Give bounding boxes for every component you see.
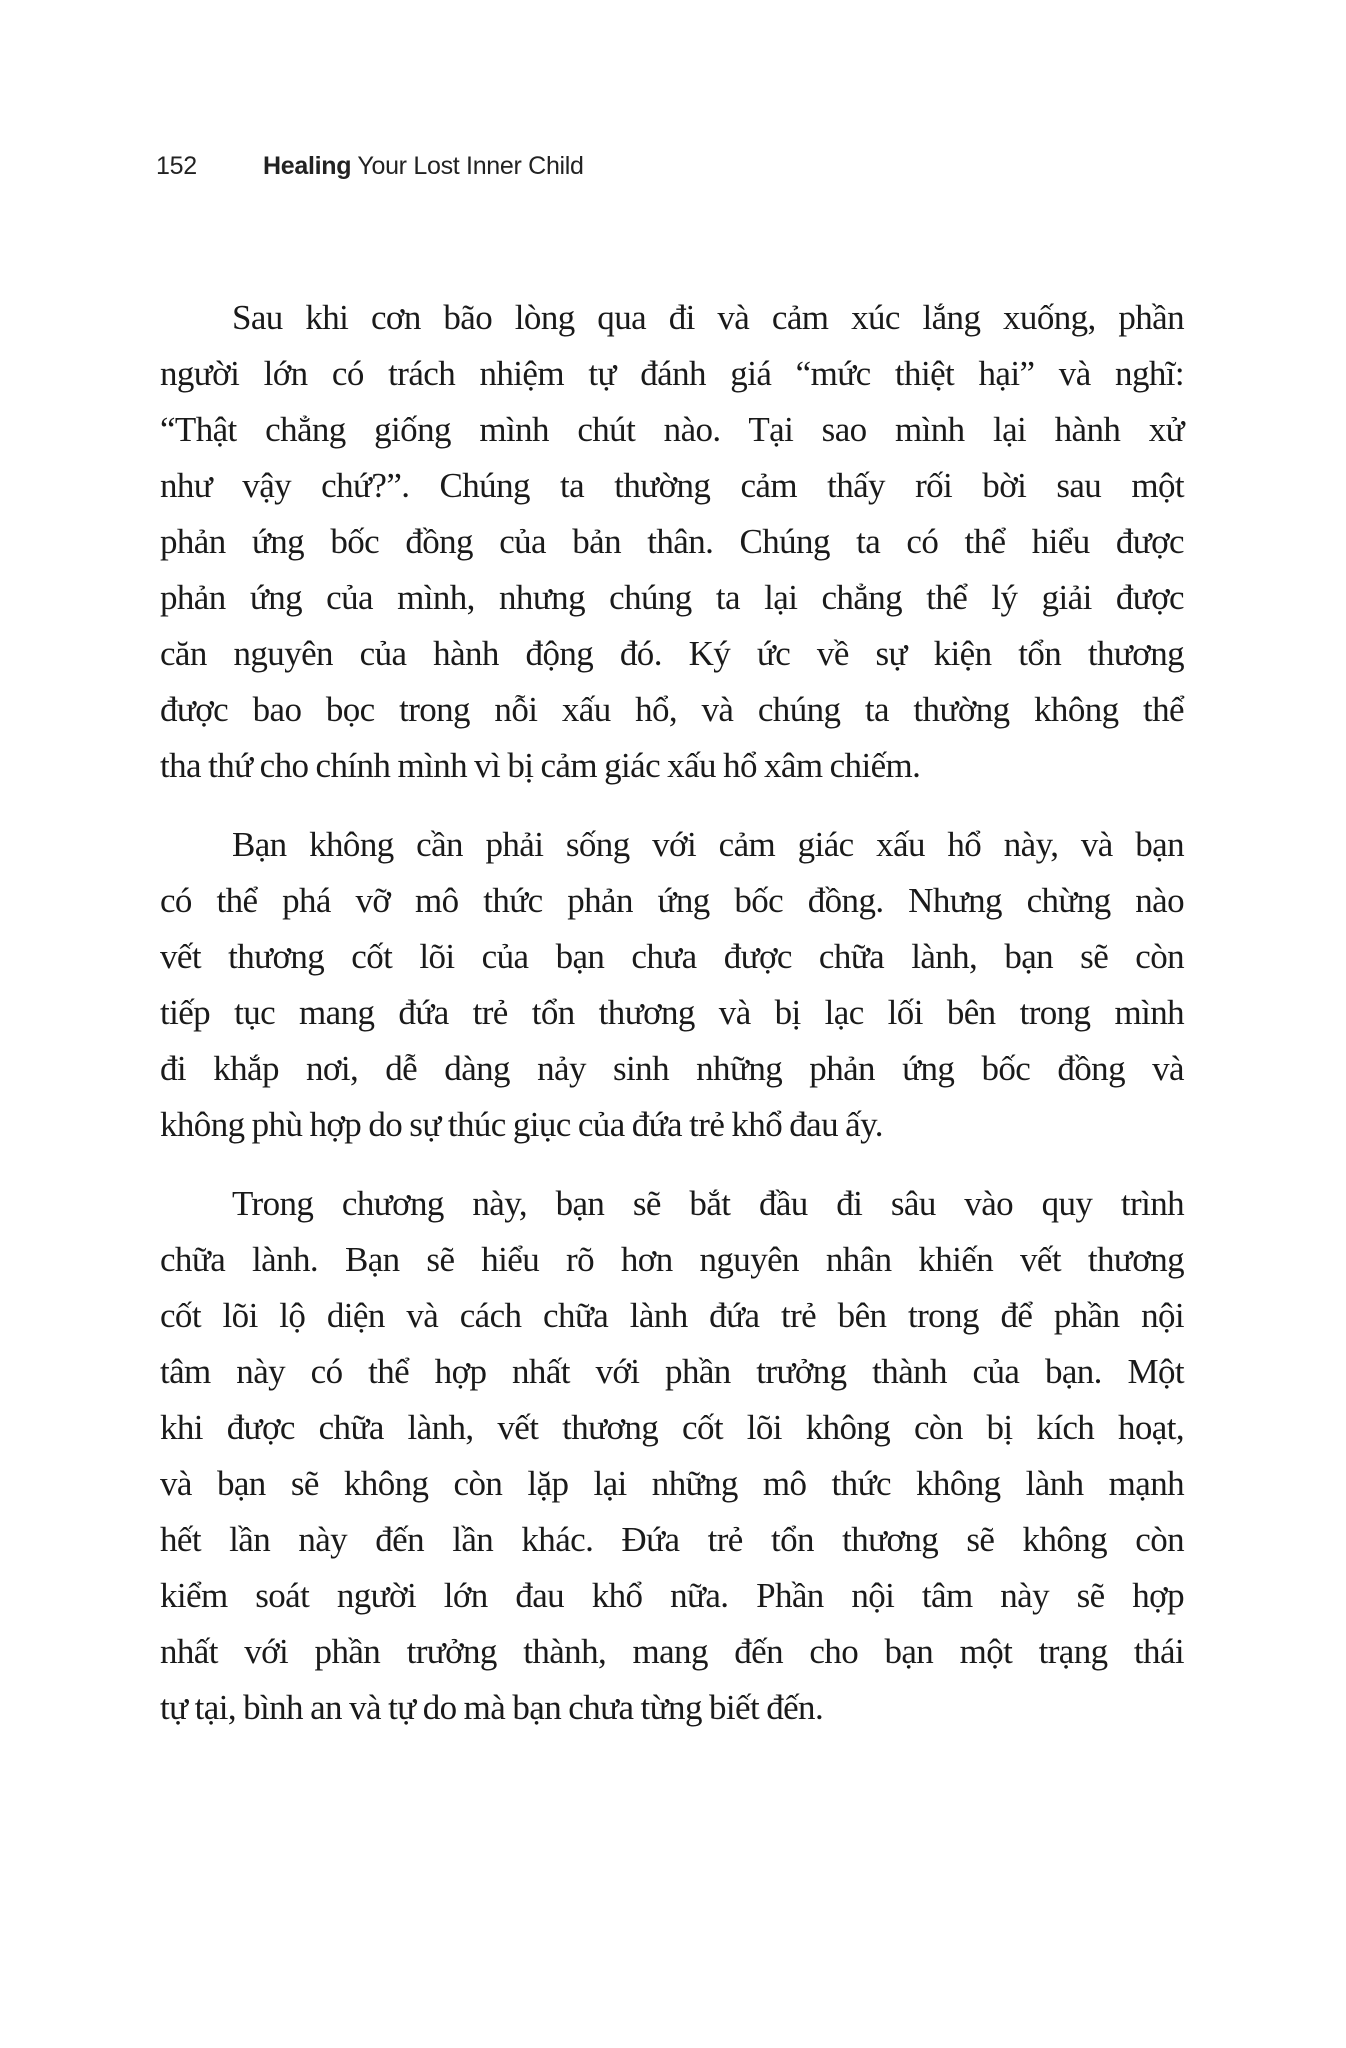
paragraph-3 xyxy=(160,1176,1184,1736)
text-line: vết thương cốt lõi của bạn chưa được chữa lành, bạn sẽ còn xyxy=(160,937,1184,976)
text-line: phản ứng bốc đồng của bản thân. Chúng ta có thể hiểu được xyxy=(160,522,1184,561)
text-line: tự tại, bình an và tự do mà bạn chưa từng biết đến. xyxy=(160,1688,824,1727)
text-line: khi được chữa lành, vết thương cốt lõi không còn bị kích hoạt, xyxy=(160,1408,1184,1447)
text-line: phản ứng của mình, nhưng chúng ta lại chẳng thể lý giải được xyxy=(160,578,1184,617)
text-line: và bạn sẽ không còn lặp lại những mô thức không lành mạnh xyxy=(160,1464,1184,1503)
text-line: chữa lành. Bạn sẽ hiểu rõ hơn nguyên nhân khiến vết thương xyxy=(160,1240,1184,1279)
text-line: tha thứ cho chính mình vì bị cảm giác xấu hổ xâm chiếm. xyxy=(160,746,921,785)
text-line: đi khắp nơi, dễ dàng nảy sinh những phản ứng bốc đồng và xyxy=(160,1049,1184,1088)
text-line: nhất với phần trưởng thành, mang đến cho bạn một trạng thái xyxy=(160,1632,1184,1671)
text-line: như vậy chứ?”. Chúng ta thường cảm thấy rối bời sau một xyxy=(160,466,1184,505)
text-line: cốt lõi lộ diện và cách chữa lành đứa trẻ bên trong để phần nội xyxy=(160,1296,1184,1335)
book-title-bold: Healing xyxy=(263,152,352,180)
paragraph-2 xyxy=(160,817,1184,1153)
text-line: căn nguyên của hành động đó. Ký ức về sự kiện tổn thương xyxy=(160,634,1184,673)
paragraph-1 xyxy=(160,290,1184,794)
text-line: có thể phá vỡ mô thức phản ứng bốc đồng. Nhưng chừng nào xyxy=(160,881,1184,920)
text-line: hết lần này đến lần khác. Đứa trẻ tổn thương sẽ không còn xyxy=(160,1520,1184,1559)
text-line: Trong chương này, bạn sẽ bắt đầu đi sâu vào quy trình xyxy=(232,1184,1184,1223)
text-line: Bạn không cần phải sống với cảm giác xấu hổ này, và bạn xyxy=(232,825,1184,864)
text-line: Sau khi cơn bão lòng qua đi và cảm xúc lắng xuống, phần xyxy=(232,298,1184,337)
text-line: tiếp tục mang đứa trẻ tổn thương và bị lạc lối bên trong mình xyxy=(160,993,1184,1032)
page-number: 152 xyxy=(156,152,197,180)
book-title-rest: Your Lost Inner Child xyxy=(351,152,584,180)
text-line: được bao bọc trong nỗi xấu hổ, và chúng ta thường không thể xyxy=(160,690,1184,729)
running-head xyxy=(156,150,584,182)
text-line: “Thật chẳng giống mình chút nào. Tại sao mình lại hành xử xyxy=(160,410,1184,449)
book-title xyxy=(263,150,584,182)
body-text xyxy=(160,290,1184,1759)
text-line: kiểm soát người lớn đau khổ nữa. Phần nội tâm này sẽ hợp xyxy=(160,1576,1184,1615)
text-line: tâm này có thể hợp nhất với phần trưởng thành của bạn. Một xyxy=(160,1352,1184,1391)
text-line: không phù hợp do sự thúc giục của đứa trẻ khổ đau ấy. xyxy=(160,1105,883,1144)
text-line: người lớn có trách nhiệm tự đánh giá “mức thiệt hại” và nghĩ: xyxy=(160,354,1184,393)
